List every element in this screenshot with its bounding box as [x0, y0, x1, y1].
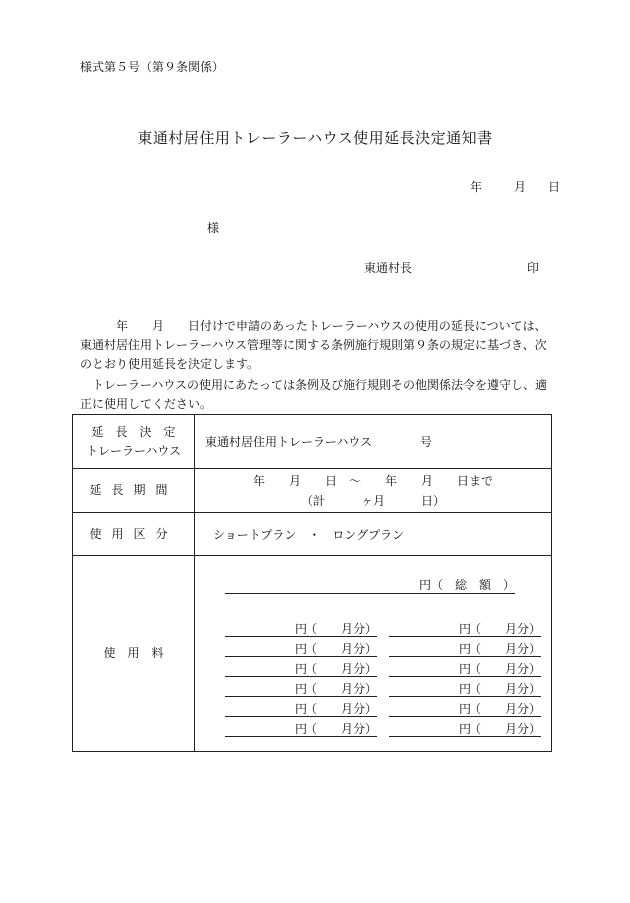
row-fee — [73, 556, 552, 752]
fee-months: （ 月分） — [304, 662, 377, 676]
fee-yen: 円 — [459, 622, 472, 636]
fee-months: （ 月分） — [304, 702, 377, 716]
fee-yen: 円 — [459, 682, 472, 696]
fee-months: （ 月分） — [304, 722, 377, 736]
document-title: 東通村居住用トレーラーハウス使用延長決定通知書 — [137, 129, 493, 147]
label-fee: 使 用 料 — [73, 556, 195, 752]
date-day: 日 — [548, 180, 561, 194]
fee-line — [389, 680, 541, 697]
fee-line — [225, 680, 377, 697]
period-range: 年 月 日 ～ 年 月 日まで — [252, 473, 493, 488]
fee-total-line: 円（ 総 額 ） — [225, 576, 515, 594]
fee-months: （ 月分） — [468, 642, 541, 656]
date-month: 月 — [514, 180, 527, 194]
label-period: 延長期間 — [73, 469, 195, 513]
fee-yen: 円 — [295, 702, 308, 716]
addressee-suffix: 様 — [207, 221, 220, 235]
fee-yen: 円 — [295, 622, 308, 636]
value-period — [195, 469, 552, 513]
label-category: 使用区分 — [73, 513, 195, 556]
fee-months: （ 月分） — [304, 622, 377, 636]
fee-line — [225, 660, 377, 677]
fee-line — [225, 640, 377, 657]
fee-yen: 円 — [459, 642, 472, 656]
fee-line — [225, 700, 377, 717]
label-trailer — [73, 415, 195, 469]
fee-yen: 円 — [295, 662, 308, 676]
value-category: ショートプラン ・ ロングプラン — [195, 513, 552, 556]
row-trailer — [73, 415, 552, 469]
fee-months: （ 月分） — [468, 622, 541, 636]
fee-months: （ 月分） — [304, 682, 377, 696]
fee-line — [389, 620, 541, 637]
form-number: 様式第５号（第９条関係） — [80, 60, 225, 74]
row-category — [73, 513, 552, 556]
label-trailer-line2: トレーラーハウス — [85, 443, 182, 458]
date-year: 年 — [470, 180, 483, 194]
fee-line — [389, 640, 541, 657]
fee-months: （ 月分） — [468, 702, 541, 716]
value-fee — [195, 556, 552, 752]
body-paragraph-1: 年 月 日付けで申請のあったトレーラーハウスの使用の延長については、東通村居住用トレーラーハウス管理等に関する条例施行規則第９条の規定に基づき、次のとおり使用延長を決定します。 — [80, 319, 547, 371]
body-paragraph-2: トレーラーハウスの使用にあたっては条例及び施行規則その他関係法令を遵守し、適正に使用してください。 — [80, 378, 548, 411]
issue-date — [470, 178, 560, 195]
fee-line — [225, 620, 377, 637]
fee-line — [389, 660, 541, 677]
fee-yen: 円 — [459, 722, 472, 736]
decision-table — [72, 414, 552, 752]
fee-yen: 円 — [459, 702, 472, 716]
fee-line — [225, 720, 377, 737]
fee-yen: 円 — [295, 642, 308, 656]
fee-yen: 円 — [295, 722, 308, 736]
fee-months: （ 月分） — [468, 722, 541, 736]
issuer-name: 東通村長 — [364, 261, 413, 275]
fee-months: （ 月分） — [468, 682, 541, 696]
label-trailer-line1: 延 長 決 定 — [91, 424, 176, 439]
fee-line — [389, 700, 541, 717]
seal-mark: 印 — [527, 261, 540, 275]
fee-months: （ 月分） — [468, 662, 541, 676]
fee-months: （ 月分） — [304, 642, 377, 656]
row-period — [73, 469, 552, 513]
fee-yen: 円 — [295, 682, 308, 696]
value-trailer: 東通村居住用トレーラーハウス 号 — [195, 415, 552, 469]
fee-line — [389, 720, 541, 737]
fee-yen: 円 — [459, 662, 472, 676]
period-total: （計 ヶ月 日） — [300, 493, 445, 508]
